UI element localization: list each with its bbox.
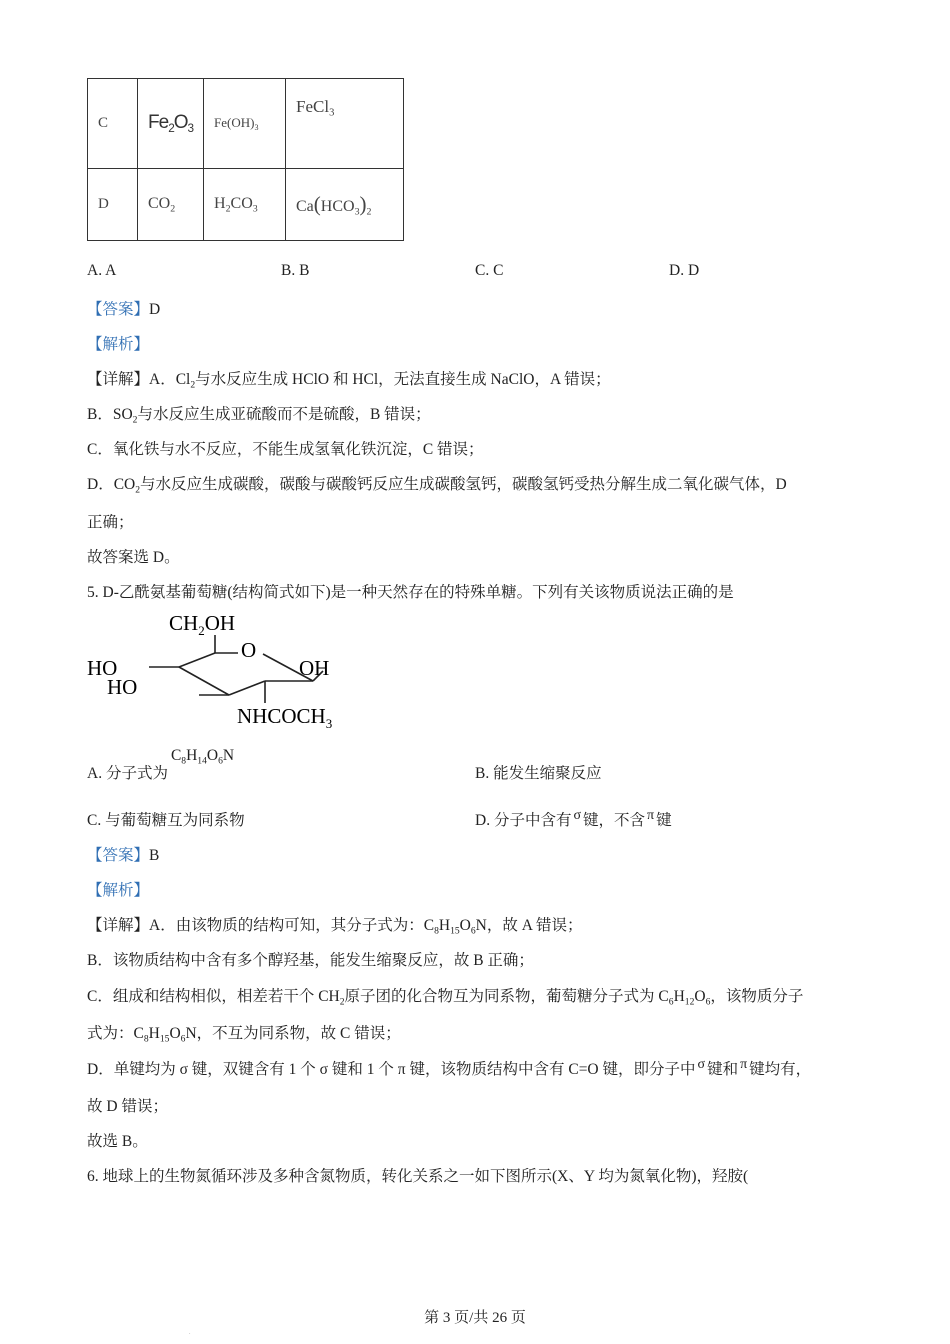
q5-detail-d-cont: 故 D 错误； — [87, 1098, 168, 1115]
left-hydroxyl-1: HO — [87, 656, 118, 680]
formula-cell: $Fe_2O_3$ — [138, 79, 204, 169]
q5-detail-b: B．该物质结构中含有多个醇羟基，能发生缩聚反应，故 B 正确； — [87, 952, 534, 969]
detail-line-d-cont: 正确； — [87, 514, 134, 531]
table-row — [88, 79, 404, 169]
left-hydroxyl-2: HO — [107, 675, 138, 699]
q5-option-a: A. 分子式为$C_8H_{14}O_6N$ — [87, 747, 235, 782]
row-label: C — [88, 79, 138, 169]
glucosamine-structure-diagram — [87, 609, 347, 731]
q5-option-c: C. 与葡萄糖互为同系物 — [87, 812, 245, 829]
formula-cell: FeCl$_3$ — [286, 79, 404, 169]
formula-cell: $CO_2$ — [138, 169, 204, 241]
table-row — [88, 169, 404, 241]
ring-bonds — [149, 635, 323, 703]
q5-answer-line: 【答案】B — [87, 847, 160, 864]
q5-option-d: D. 分子中含有 σ 键，不含 π 键 — [475, 808, 672, 829]
option-a: A. A — [87, 262, 117, 279]
q5-detail-c-cont: 式为：$C_8H_{15}O_6N$，不互为同系物，故 C 错误； — [87, 1025, 401, 1045]
top-substituent: $CH_2OH$ — [169, 611, 236, 638]
q5-option-b: B. 能发生缩聚反应 — [475, 765, 602, 782]
row-label: D — [88, 169, 138, 241]
answer-line: 【答案】D — [87, 301, 161, 318]
ring-oxygen: O — [241, 638, 257, 662]
option-d: D. D — [669, 262, 700, 279]
bottom-substituent: $NHCOCH_3$ — [237, 704, 333, 731]
q5-detail-d: D．单键均为 σ 键，双键含有 1 个 σ 键和 1 个 π 键，该物质结构中含有 C=O 键，即分子中 σ 键和 π 键均有， — [87, 1057, 812, 1078]
question-6-stem: 6. 地球上的生物氮循环涉及多种含氮物质，转化关系之一如下图所示(X、Y 均为氮氧化物)，羟胺( — [87, 1168, 749, 1185]
formula-cell: $Fe(OH)_3$ — [204, 79, 286, 169]
q5-conclusion: 故选 B。 — [87, 1133, 148, 1150]
footer-mark: . — [189, 1330, 191, 1336]
question-stem: 5. D-乙酰氨基葡萄糖(结构简式如下)是一种天然存在的特殊单糖。下列有关该物质说法正确的是 — [87, 584, 734, 601]
detail-line-d: D．$CO_2$与水反应生成碳酸，碳酸与碳酸钙反应生成碳酸氢钙，碳酸氢钙受热分解生成二氧化碳气体，D — [87, 476, 787, 496]
right-hydroxyl: OH — [299, 656, 330, 680]
q5-analysis-tag: 【解析】 — [87, 882, 150, 899]
formula-cell: $Ca(HCO_3)_2$ — [286, 169, 404, 241]
formula-cell: $H_2CO_3$ — [204, 169, 286, 241]
conclusion: 故答案选 D。 — [87, 549, 180, 566]
detail-line-c: C．氧化铁与水不反应，不能生成氢氧化铁沉淀，C 错误； — [87, 441, 484, 458]
detail-line-b: B．$SO_2$与水反应生成亚硫酸而不是硫酸，B 错误； — [87, 406, 431, 426]
page-footer: 第 3 页/共 26 页 — [424, 1310, 526, 1326]
options-table — [87, 78, 404, 241]
analysis-tag: 【解析】 — [87, 336, 150, 353]
option-b: B. B — [281, 262, 310, 279]
option-c: C. C — [475, 262, 504, 279]
q5-detail-c: C．组成和结构相似，相差若干个 $CH_2$原子团的化合物互为同系物，葡萄糖分子式为 $C_6H_{12}O_6$，该物质分子 — [87, 988, 804, 1008]
detail-line-a: 【详解】A．$Cl_2$与水反应生成 HClO 和 HCl，无法直接生成 NaClO，A 错误； — [87, 371, 611, 391]
q5-detail-a: 【详解】A．由该物质的结构可知，其分子式为：$C_8H_{15}O_6N$，故 A 错误； — [87, 917, 583, 937]
